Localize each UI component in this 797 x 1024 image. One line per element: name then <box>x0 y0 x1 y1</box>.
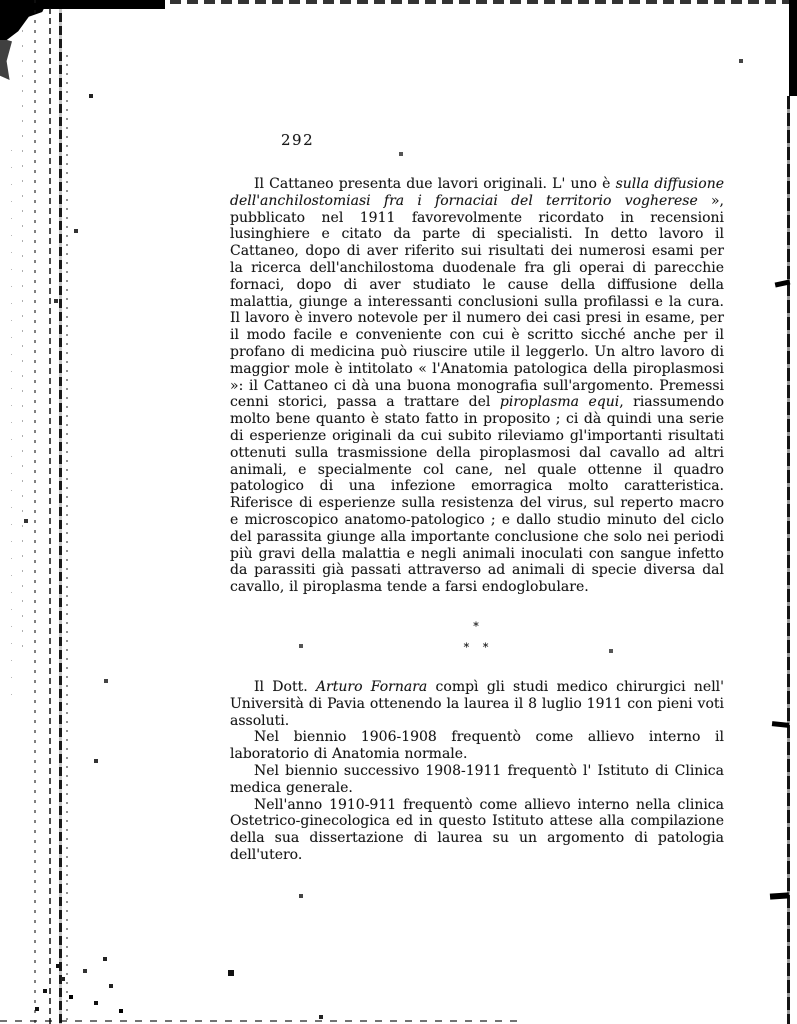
paragraph-fornara-degree <box>230 679 724 729</box>
scan-artifact-right-edge-line <box>787 96 790 1024</box>
text-run: Il Cattaneo presenta due lavori originali. L' uno è <box>254 176 616 192</box>
italic-title-anchilostomiasi: sulla diffusione dell'anchilostomiasi fra i fornaciai del territorio vogherese <box>230 176 724 209</box>
scan-artifact-left-line-2 <box>49 8 51 1024</box>
asterism-bottom: * * <box>463 640 491 654</box>
page-number: 292 <box>281 131 315 149</box>
scan-artifact-left-line-1 <box>34 0 36 1024</box>
scan-artifact-right-hook-2 <box>772 721 789 728</box>
text-run: , riassumendo molto bene quanto è stato fatto in proposito ; ci dà quindi una serie di esperienze originali da cui subito rileviamo gl'importanti risultati ottenuti sulla trasmissione della piroplasmosi dal cavallo ad altri animali, e specialmente col cane, nel quale ottenne il quadro patologico di una infezione emorragica molto caratteristica. Riferisce di esperienze sulla resistenza del virus, sul reperto macro e microscopico anatomo-patologico ; e dallo studio minuto del ciclo del parassita giunge alla importante conclusione che solo nei periodi più gravi della malattia e negli animali inoculati con sangue infetto da parassiti già passati attraverso ad animali di specie diversa dal cavallo, il piroplasma tende a farsi endoglobulare. <box>230 394 725 596</box>
asterism-separator <box>230 609 724 665</box>
scan-artifact-corner-blob-2 <box>0 38 12 80</box>
paragraph-biennio-1908-1911: Nel biennio successivo 1908-1911 frequentò l' Istituto di Clinica medica generale. <box>230 762 724 796</box>
scan-artifact-right-top-bar <box>789 0 797 96</box>
scan-artifact-corner-blob <box>0 0 48 40</box>
scan-artifact-left-line-4 <box>66 55 68 1024</box>
paragraph-biennio-1906-1908: Nel biennio 1906-1908 frequentò come allievo interno il laboratorio di Anatomia normale. <box>230 729 724 763</box>
scan-artifact-speckles-page <box>0 0 2 2</box>
scan-artifact-top-left-bar <box>0 0 165 9</box>
scan-artifact-right-hook-1 <box>775 279 791 287</box>
scan-artifact-right-hook-3 <box>770 892 789 899</box>
scan-artifact-speckles-bottom <box>0 0 2 2</box>
paragraph-cattaneo-review <box>230 176 724 596</box>
paragraph-anno-1910-911: Nell'anno 1910-911 frequentò come allievo interno nella clinica Ostetrico-ginecologica ed in questo Istituto attese alla compilazione della sua dissertazione di laurea su un argomento di patologia dell'utero. <box>230 796 724 863</box>
text-block <box>230 176 724 864</box>
scan-artifact-left-line-3 <box>59 0 62 1024</box>
scan-artifact-left-line-6 <box>11 150 12 710</box>
italic-name-arturo-fornara: Arturo Fornara <box>315 678 428 695</box>
scan-artifact-bottom-edge <box>0 1020 520 1022</box>
asterism-top: * <box>473 619 481 633</box>
text-run: Il Dott. <box>254 678 316 695</box>
text-run: compì gli studi medico chirurgici nell' Università di Pavia ottenendo la laurea il 8 luglio 1911 con pieni voti assoluti. <box>230 678 724 729</box>
scan-artifact-left-line-5 <box>22 30 23 650</box>
text-run: », pubblicato nel 1911 favorevolmente ricordato in recensioni lusinghiere e citato da parte di specialisti. In detto lavoro il Cattaneo, dopo di aver riferito sui risultati dei numerosi esami per la ricerca dell'anchilostoma duodenale fra gli operai di parecchie fornaci, dopo di aver studiato le cause della diffusione della malattia, giunge a interessanti conclusioni sulla profilassi e la cura. Il lavoro è invero notevole per il numero dei casi presi in esame, per il modo facile e conveniente con cui è scritto sicché anche per il profano di medicina può riuscire utile il leggerlo. Un altro lavoro di maggior mole è intitolato « l'Anatomia patologica della piroplasmosi »: il Cattaneo ci dà una buona monografia sull'argomento. Premessi cenni storici, passa a trattare del <box>230 192 724 411</box>
scan-artifact-top-edge <box>0 0 797 4</box>
italic-piroplasma-equi: piroplasma equi <box>499 394 620 411</box>
